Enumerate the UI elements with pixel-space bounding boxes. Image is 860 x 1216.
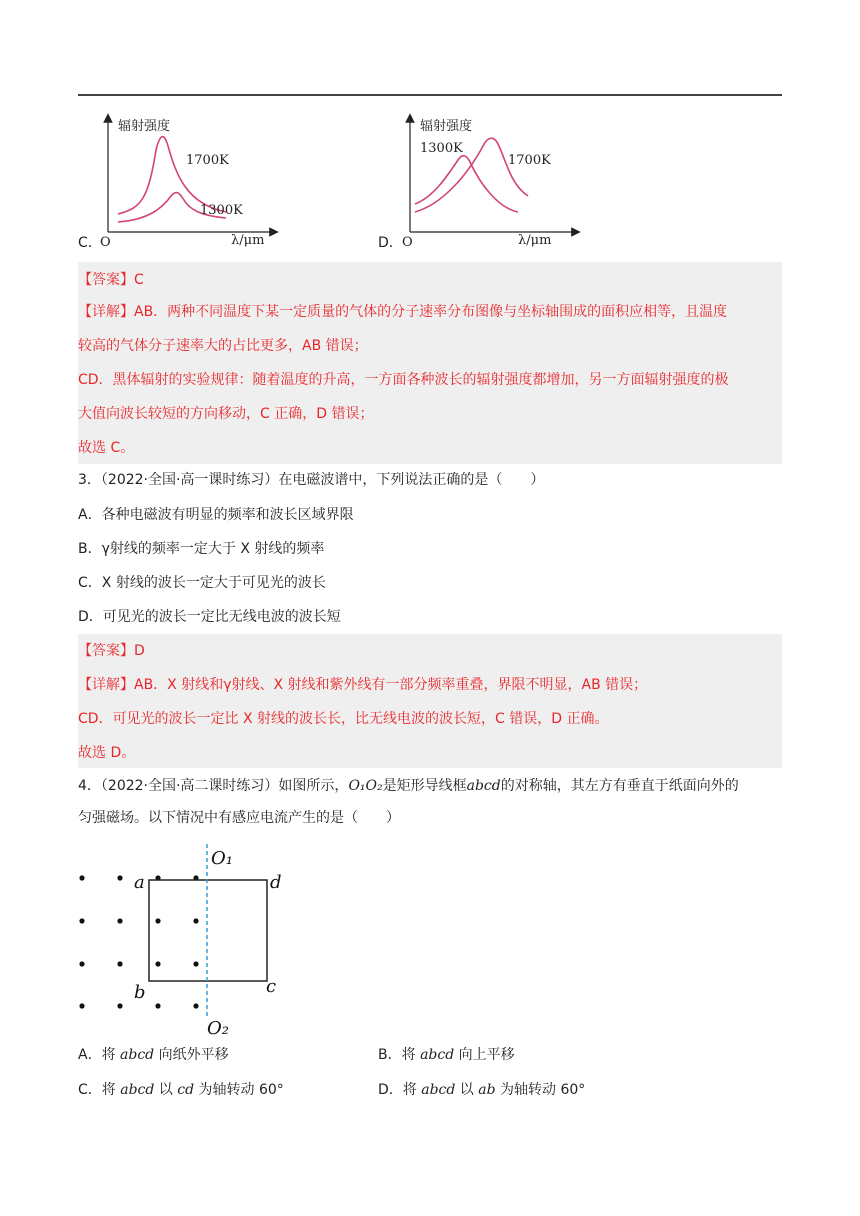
q3-conclusion: 故选 D。 (78, 745, 136, 761)
label-a: a (134, 872, 145, 893)
q3-option-b: B．γ射线的频率一定大于 X 射线的频率 (78, 541, 325, 557)
opt-text: A．将 (78, 1047, 121, 1063)
q4-option-b (378, 1045, 515, 1065)
detail-label: 【详解】 (78, 304, 134, 320)
label-b: b (134, 982, 146, 1003)
label-o2: O₂ (207, 1018, 229, 1037)
q2-detail-1a (78, 302, 727, 322)
q2-detail-2b: 大值向波长较短的方向移动，C 正确，D 错误； (78, 406, 374, 422)
y-axis-label: 辐射强度 (118, 119, 171, 134)
origin-label: O (402, 235, 413, 250)
q3-stem: 3．（2022·全国·高一课时练习）在电磁波谱中，下列说法正确的是（ ） (78, 472, 545, 488)
option-c-letter: C． (78, 235, 102, 251)
q4-option-a (78, 1045, 229, 1065)
option-d-chart (398, 112, 588, 252)
label-o1: O₁ (211, 848, 233, 869)
detail-label: 【详解】 (78, 677, 134, 693)
curve-1700k-label: 1700K (508, 153, 551, 168)
frame-name: abcd (420, 1047, 455, 1063)
q4-stem-2: 匀强磁场。以下情况中有感应电流产生的是（ ） (78, 810, 400, 826)
origin-label: O (100, 235, 111, 250)
q4-figure (70, 842, 300, 1037)
wire-frame-abcd (149, 880, 267, 981)
opt-text: D．将 (378, 1082, 422, 1098)
stem-text: 4．（2022·全国·高二课时练习）如图所示， (78, 778, 349, 794)
opt-text: C．将 (78, 1082, 121, 1098)
frame-name: abcd (120, 1047, 155, 1063)
frame-name: abcd (421, 1082, 456, 1098)
q3-detail-2: CD．可见光的波长一定比 X 射线的波长长，比无线电波的波长短，C 错误，D 正确。 (78, 711, 609, 727)
curve-1700k-label: 1700K (186, 153, 229, 168)
detail-text: AB．两种不同温度下某一定质量的气体的分子速率分布图像与坐标轴围成的面积应相等，且温度 (134, 304, 728, 320)
option-d-letter: D． (378, 235, 403, 251)
label-d: d (270, 872, 282, 893)
stem-text: 是矩形导线框 (382, 778, 467, 794)
q3-option-a: A．各种电磁波有明显的频率和波长区域界限 (78, 507, 354, 523)
q2-answer-box (78, 262, 782, 464)
q3-detail-1 (78, 675, 647, 695)
q3-answer: 【答案】D (78, 643, 145, 659)
q2-detail-1b: 较高的气体分子速率大的占比更多，AB 错误； (78, 338, 368, 354)
opt-text: 以 (154, 1082, 178, 1098)
q3-option-d: D．可见光的波长一定比无线电波的波长短 (78, 609, 341, 625)
q3-answer-box (78, 634, 782, 768)
curve-1300k (415, 156, 518, 212)
opt-text: 为轴转动 60° (495, 1082, 586, 1098)
detail-text: AB．X 射线和γ射线、X 射线和紫外线有一部分频率重叠，界限不明显，AB 错误； (134, 677, 648, 693)
axis-name: cd (177, 1082, 195, 1098)
frame-name: abcd (466, 778, 501, 794)
q2-conclusion: 故选 C。 (78, 440, 135, 456)
opt-text: 以 (455, 1082, 479, 1098)
x-axis-label: λ/μm (518, 233, 552, 248)
q3-option-c: C．X 射线的波长一定大于可见光的波长 (78, 575, 326, 591)
header-rule (78, 94, 782, 96)
opt-text: 为轴转动 60° (194, 1082, 284, 1098)
curve-1300k-label: 1300K (200, 203, 243, 218)
q4-option-d (378, 1080, 585, 1100)
x-axis-label: λ/μm (231, 233, 265, 248)
curve-1300k-label: 1300K (420, 141, 463, 156)
axis-name: ab (478, 1082, 496, 1098)
q2-detail-2a: CD．黑体辐射的实验规律：随着温度的升高，一方面各种波长的辐射强度都增加，另一方面辐射强度的极 (78, 372, 729, 388)
q4-stem-1 (78, 776, 739, 796)
stem-text: 的对称轴，其左方有垂直于纸面向外的 (500, 778, 739, 794)
axis-name: O₁O₂ (348, 778, 383, 794)
opt-text: B．将 (378, 1047, 421, 1063)
q2-answer: 【答案】C (78, 272, 144, 288)
opt-text: 向纸外平移 (154, 1047, 229, 1063)
y-axis-label: 辐射强度 (420, 119, 473, 134)
option-c-chart (96, 112, 286, 252)
q4-option-c (78, 1080, 284, 1100)
label-c: c (266, 976, 277, 997)
frame-name: abcd (120, 1082, 155, 1098)
opt-text: 向上平移 (454, 1047, 515, 1063)
